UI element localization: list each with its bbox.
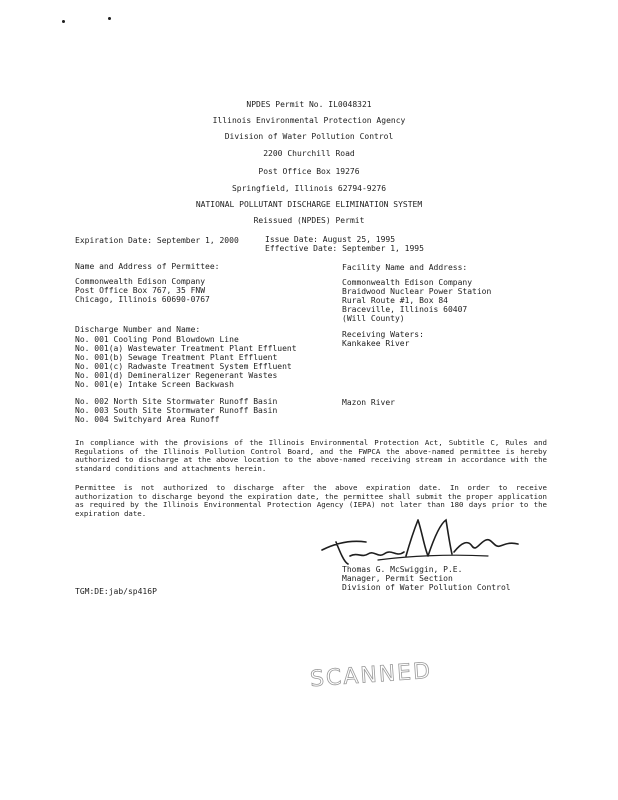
permittee-line: Chicago, Illinois 60690-0767 [75,295,210,304]
permit-number: NPDES Permit No. IL0048321 [246,100,372,109]
division-name: Division of Water Pollution Control [224,132,394,141]
facility-line: Braidwood Nuclear Power Station [342,287,492,296]
facility-line: Rural Route #1, Box 84 [342,296,448,305]
signature [318,512,523,568]
discharge-item: No. 001(c) Radwaste Treatment System Effluent [75,362,292,371]
scan-speck [108,17,111,20]
issue-date: Issue Date: August 25, 1995 [265,235,396,244]
discharge-item: No. 001(a) Wastewater Treatment Plant Effluent [75,344,297,353]
compliance-paragraph: In compliance with the provisions of the Illinois Environmental Protection Act, Subtitle C, Rules and Regulations of the Illinois Pollution Control Board, and the FWPCA the above-named permittee is hereby authorized to discharge at the above location to the above-named receiving stream in accordance with the standard conditions and attachments herein. [75,438,547,473]
expiration-paragraph: Permittee is not authorized to discharge after the above expiration date. In order to receive authorization to discharge beyond the expiration date, the permittee shall submit the proper application as required by the Illinois Environmental Protection Agency (IEPA) not later than 180 days prior to the expiration date. [75,483,547,518]
effective-date: Effective Date: September 1, 1995 [265,244,424,253]
signatory-name: Thomas G. McSwiggin, P.E. [342,565,463,574]
scan-speck [62,20,65,23]
permittee-heading: Name and Address of Permittee: [75,262,220,271]
signatory-title: Manager, Permit Section [342,574,453,583]
receiving-water: Kankakee River [342,339,410,348]
scanned-stamp [309,660,433,692]
agency-street: 2200 Churchill Road [263,149,355,158]
permittee-line: Post Office Box 767, 35 FNW [75,286,206,295]
permittee-line: Commonwealth Edison Company [75,277,206,286]
permit-type: Reissued (NPDES) Permit [253,216,365,225]
facility-line: Braceville, Illinois 60407 [342,305,468,314]
facility-heading: Facility Name and Address: [342,263,468,272]
discharge-item: No. 001(d) Demineralizer Regenerant Wastes [75,371,278,380]
scanned-stamp-text: SCANNED [309,658,433,693]
discharge-item: No. 003 South Site Stormwater Runoff Basin [75,406,278,415]
discharge-item: No. 001(e) Intake Screen Backwash [75,380,234,389]
facility-line: Commonwealth Edison Company [342,278,473,287]
document-title: NATIONAL POLLUTANT DISCHARGE ELIMINATION SYSTEM [195,200,423,209]
expiration-date: Expiration Date: September 1, 2000 [75,236,239,245]
discharge-heading: Discharge Number and Name: [75,325,201,334]
agency-po-box: Post Office Box 19276 [258,167,360,176]
receiving-water: Mazon River [342,398,395,407]
discharge-item: No. 004 Switchyard Area Runoff [75,415,220,424]
agency-name: Illinois Environmental Protection Agency [212,116,406,125]
agency-city: Springfield, Illinois 62794-9276 [231,184,387,193]
signature-scribble [318,512,523,568]
facility-line: (Will County) [342,314,405,323]
discharge-item: No. 001(b) Sewage Treatment Plant Effluent [75,353,278,362]
reference-code: TGM:DE:jab/sp416P [75,587,157,596]
signatory-division: Division of Water Pollution Control [342,583,511,592]
receiving-heading: Receiving Waters: [342,330,424,339]
discharge-item: No. 001 Cooling Pond Blowdown Line [75,335,239,344]
discharge-item: No. 002 North Site Stormwater Runoff Basin [75,397,278,406]
